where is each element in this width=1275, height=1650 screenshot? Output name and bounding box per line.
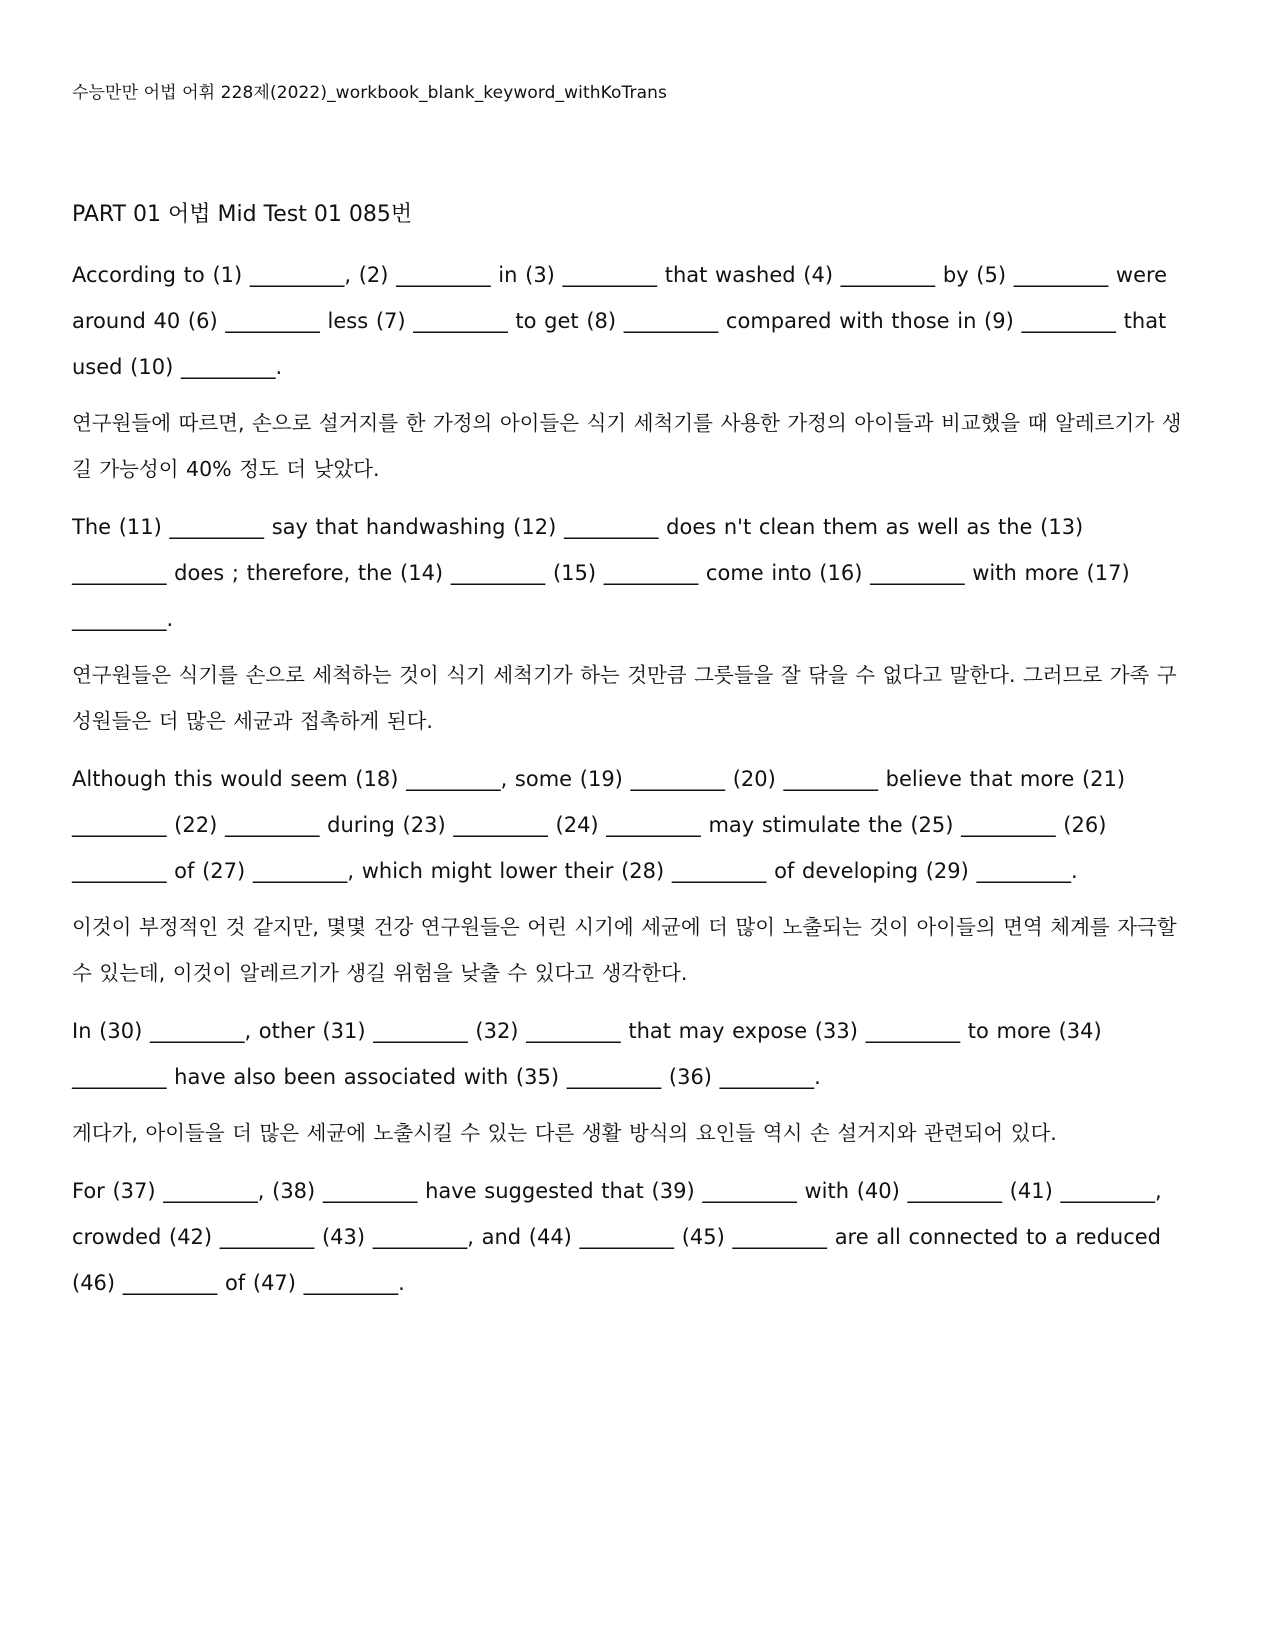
korean-translation-3: 이것이 부정적인 것 같지만, 몇몇 건강 연구원들은 어린 시기에 세균에 더 많이 노출되는 것이 아이들의 면역 체계를 자극할 수 있는데, 이것이 알레르기가 생길 위험을 낮출 수 있다고 생각한다.: [72, 915, 1177, 985]
english-paragraph-2: The (11) _________ say that handwashing (12) _________ does n't clean them as well as the (13) _________ does ; therefore, the (14) _________ (15) _________ come into (16) _________ with more (17) _________.: [72, 515, 1130, 631]
english-paragraph-5: For (37) _________, (38) _________ have suggested that (39) _________ with (40) _________ (41) _________, crowded (42) _________ (43) _________, and (44) _________ (45) _________ are all connected to a reduced (46) _________ of (47) _________.: [72, 1179, 1162, 1295]
korean-translation-1: 연구원들에 따르면, 손으로 설거지를 한 가정의 아이들은 식기 세척기를 사용한 가정의 아이들과 비교했을 때 알레르기가 생길 가능성이 40% 정도 더 낮았다.: [72, 411, 1182, 481]
english-paragraph-1: According to (1) _________, (2) _________ in (3) _________ that washed (4) _________ by (5) _________ were around 40 (6) _________ less (7) _________ to get (8) _________ compared with those in (9) _________ that used (10) _________.: [72, 263, 1168, 379]
part-title: PART 01 어법 Mid Test 01 085번: [72, 202, 413, 227]
english-paragraph-4: In (30) _________, other (31) _________ (32) _________ that may expose (33) _________ to more (34) _________ have also been associated with (35) _________ (36) _________.: [72, 1019, 1102, 1089]
document-header: 수능만만 어법 어휘 228제(2022)_workbook_blank_keyword_withKoTrans: [72, 83, 667, 103]
english-paragraph-3: Although this would seem (18) _________, some (19) _________ (20) _________ believe that more (21) _________ (22) _________ during (23) _________ (24) _________ may stimulate the (25) _________ (26) _________ of (27) _________, which might lower their (28) _________ of developing (29) _________.: [72, 767, 1126, 883]
worksheet-content: [72, 200, 1182, 1316]
korean-translation-2: 연구원들은 식기를 손으로 세척하는 것이 식기 세척기가 하는 것만큼 그릇들을 잘 닦을 수 없다고 말한다. 그러므로 가족 구성원들은 더 많은 세균과 접촉하게 된다.: [72, 663, 1177, 733]
korean-translation-4: 게다가, 아이들을 더 많은 세균에 노출시킬 수 있는 다른 생활 방식의 요인들 역시 손 설거지와 관련되어 있다.: [72, 1121, 1057, 1145]
